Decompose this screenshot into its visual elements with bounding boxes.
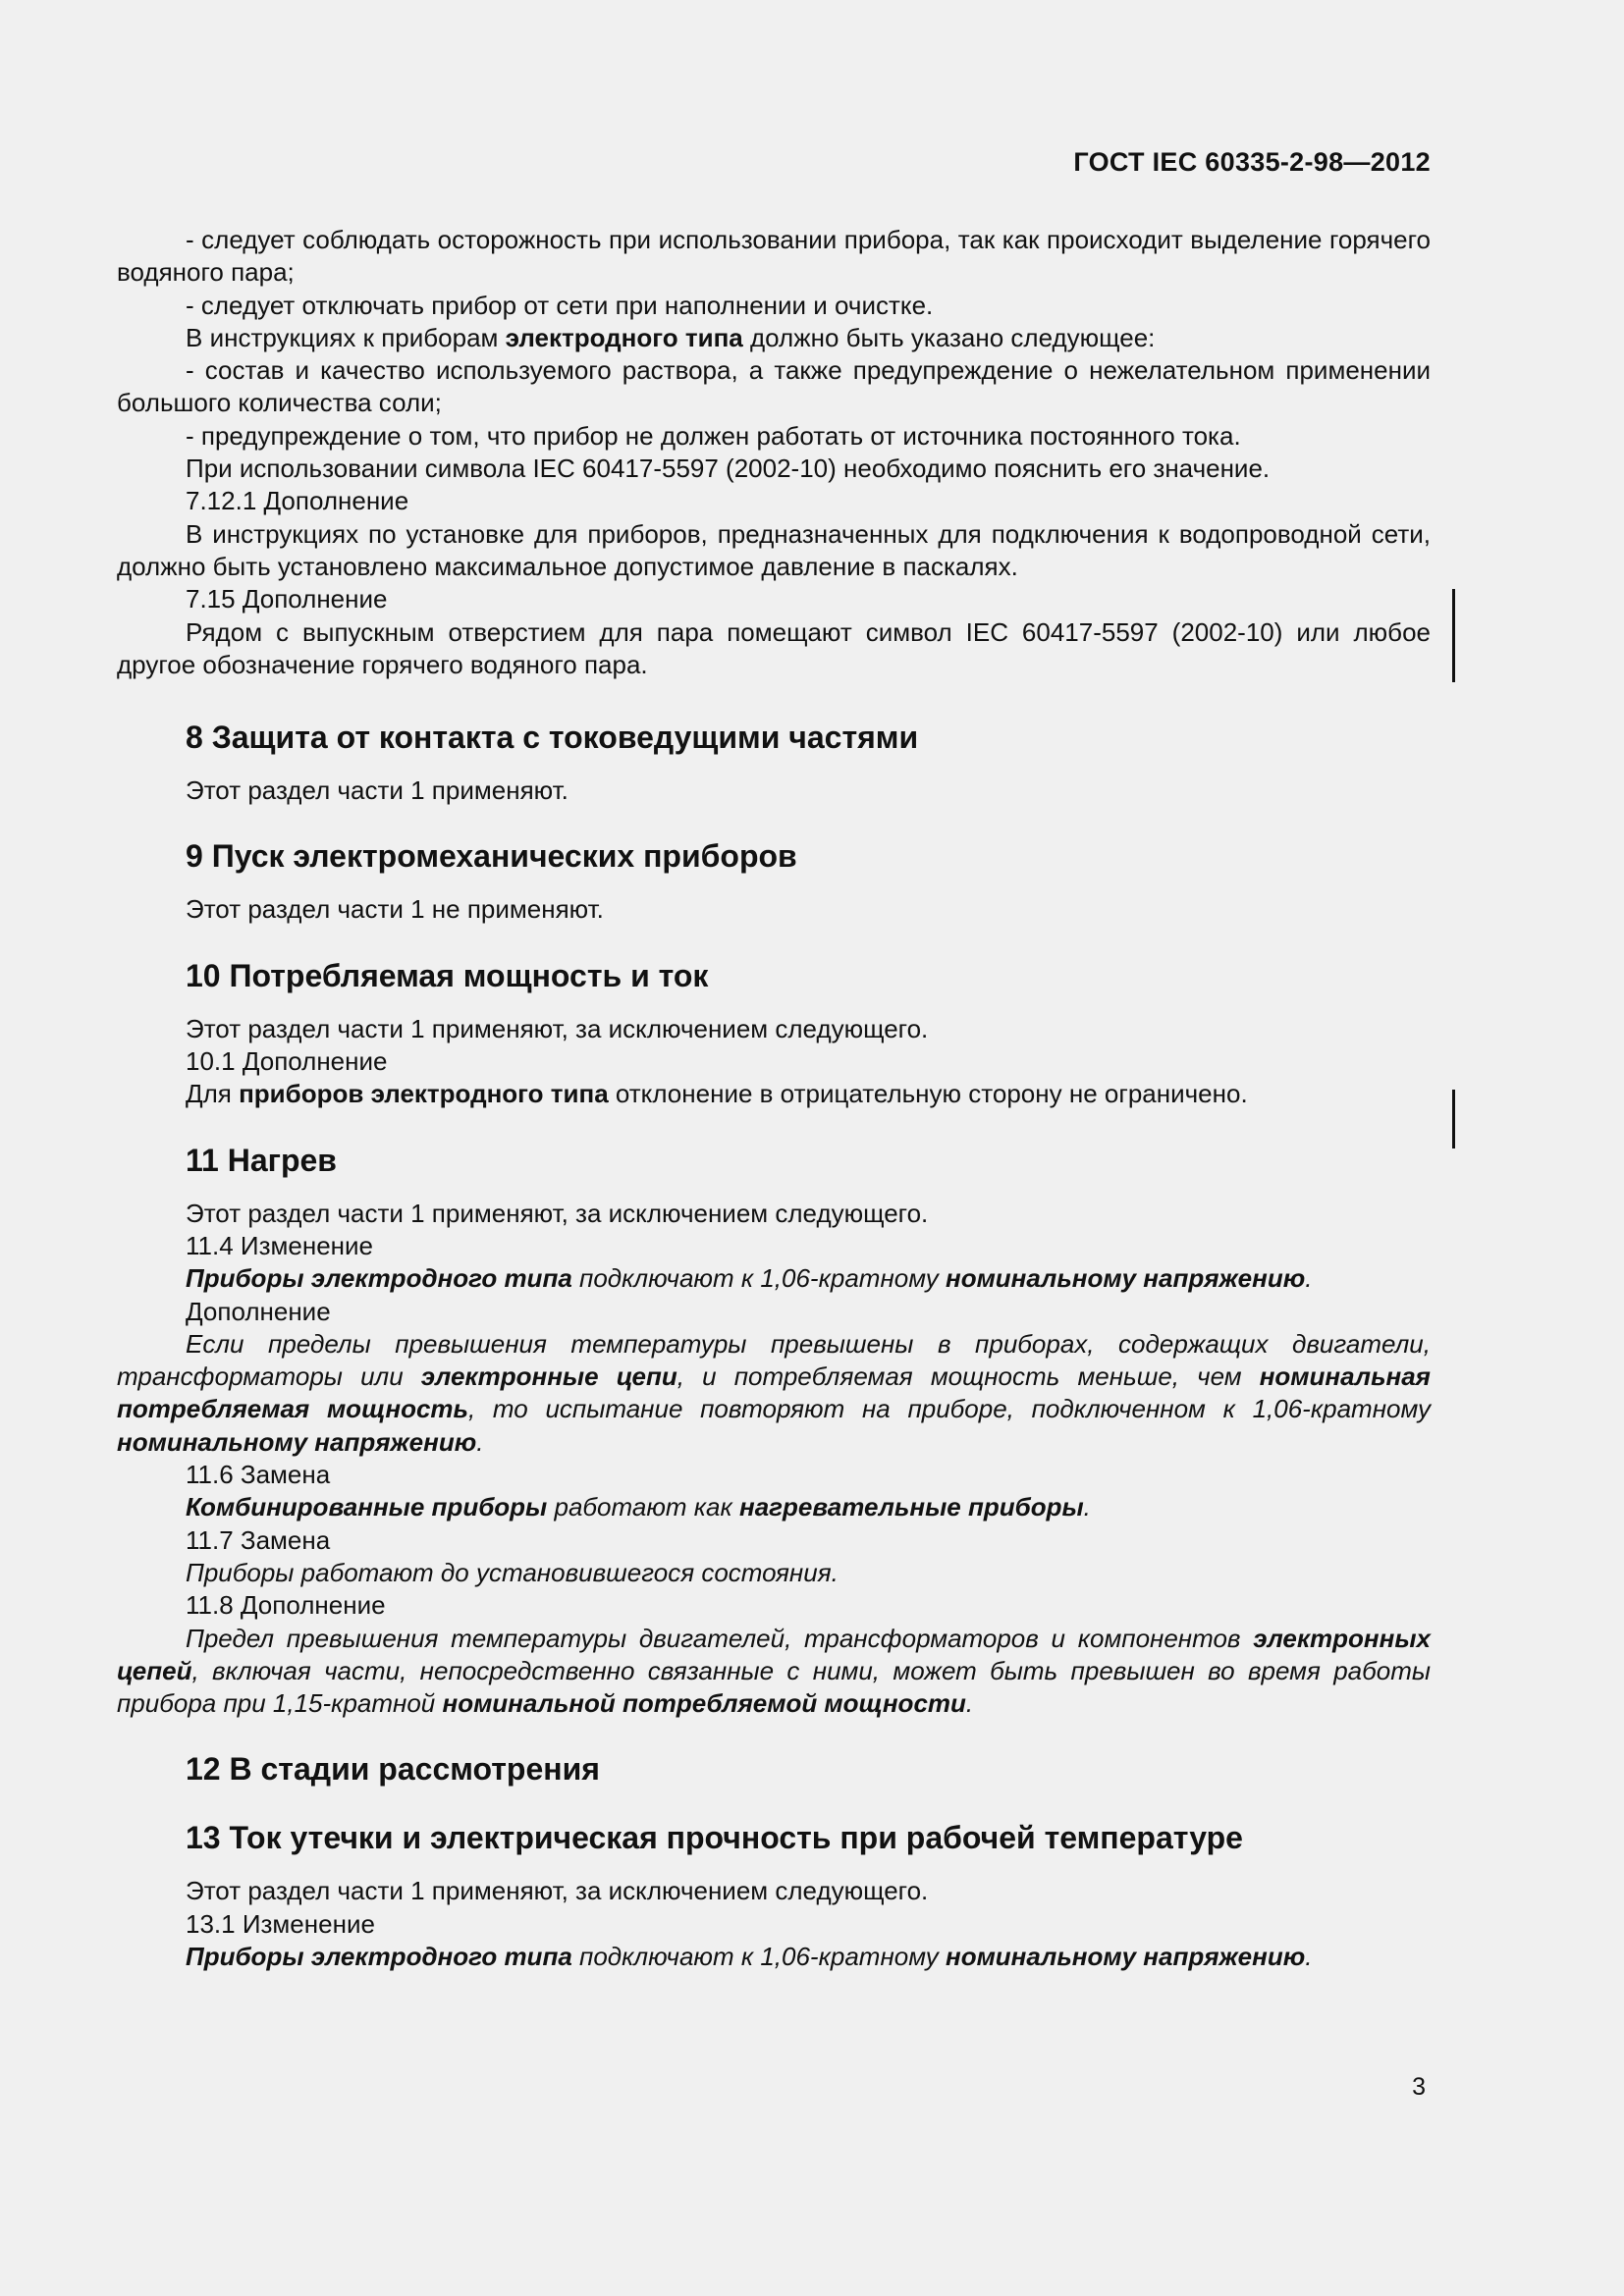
text-run: Если пределы превышения температуры превышены в приборах, содержащих двигатели, трансформаторы или bbox=[117, 1328, 1431, 1392]
bold-term: Приборы электродного типа bbox=[186, 1263, 572, 1294]
paragraph bbox=[117, 485, 1431, 517]
section-heading: 12 В стадии рассмотрения bbox=[186, 1751, 600, 1788]
text-run: - состав и качество используемого раствора, а также предупреждение о нежелательном применении большого количества соли; bbox=[117, 355, 1431, 418]
spacer bbox=[117, 995, 1431, 1013]
paragraph bbox=[117, 1262, 1431, 1295]
bold-term: Приборы электродного типа bbox=[186, 1941, 572, 1971]
text-run: Дополнение bbox=[186, 1296, 331, 1326]
text-run: В инструкциях к приборам bbox=[186, 322, 506, 352]
text-run: 7.12.1 Дополнение bbox=[186, 486, 409, 516]
change-bar bbox=[1452, 1090, 1455, 1148]
spacer bbox=[117, 1720, 1431, 1749]
paragraph bbox=[117, 1045, 1431, 1078]
paragraph bbox=[117, 518, 1431, 584]
text-run: 11.7 Замена bbox=[186, 1524, 331, 1555]
paragraph bbox=[117, 1491, 1431, 1523]
text-run: Этот раздел части 1 применяют. bbox=[186, 775, 568, 806]
paragraph bbox=[117, 354, 1431, 420]
bold-term: приборов электродного типа bbox=[239, 1079, 609, 1109]
paragraph bbox=[117, 1875, 1431, 1907]
bold-term: Комбинированные приборы bbox=[186, 1492, 548, 1522]
paragraph bbox=[117, 322, 1431, 354]
paragraph bbox=[117, 1623, 1431, 1721]
document-body bbox=[117, 224, 1431, 1973]
spacer bbox=[117, 681, 1431, 718]
text-run: Приборы работают до установившегося состояния. bbox=[186, 1557, 839, 1587]
text-run: , включая части, непосредственно связанные с ними, может быть превышен во время работы прибора при 1,15-кратной bbox=[117, 1655, 1431, 1719]
bold-term: электронные цепи bbox=[420, 1362, 677, 1392]
paragraph bbox=[117, 1589, 1431, 1622]
text-run: 13.1 Изменение bbox=[186, 1908, 375, 1939]
paragraph bbox=[117, 453, 1431, 485]
bold-term: номинальному напряжению bbox=[117, 1426, 477, 1457]
paragraph bbox=[117, 1230, 1431, 1262]
section-heading: 11 Нагрев bbox=[186, 1142, 337, 1178]
bold-term: нагревательные приборы bbox=[739, 1492, 1084, 1522]
spacer bbox=[117, 757, 1431, 774]
text-run: Рядом с выпускным отверстием для пара помещают символ IEC 60417-5597 (2002-10) или любое другое обозначение горячего водяного пара. bbox=[117, 616, 1431, 679]
paragraph bbox=[117, 224, 1431, 290]
paragraph bbox=[117, 420, 1431, 453]
text-run: . bbox=[476, 1426, 484, 1457]
spacer bbox=[117, 1789, 1431, 1818]
spacer bbox=[117, 927, 1431, 956]
paragraph bbox=[117, 1078, 1431, 1110]
bold-term: электродного типа bbox=[505, 322, 743, 352]
section-heading: 13 Ток утечки и электрическая прочность при рабочей температуре bbox=[186, 1820, 1243, 1856]
section-heading: 8 Защита от контакта с токоведущими частями bbox=[186, 720, 919, 756]
bold-term: номинальному напряжению bbox=[945, 1263, 1306, 1294]
text-run: работают как bbox=[547, 1492, 739, 1522]
spacer bbox=[117, 1180, 1431, 1198]
text-run: , то испытание повторяют на приборе, подключенном к 1,06-кратному bbox=[467, 1394, 1431, 1424]
text-run: . bbox=[1305, 1263, 1313, 1294]
text-run: - предупреждение о том, что прибор не должен работать от источника постоянного тока. bbox=[186, 420, 1241, 451]
page-number: 3 bbox=[1412, 2073, 1426, 2101]
text-run: . bbox=[1305, 1941, 1313, 1971]
text-run: подключают к 1,06-кратному bbox=[571, 1941, 946, 1971]
paragraph bbox=[117, 616, 1431, 682]
text-run: - следует соблюдать осторожность при использовании прибора, так как происходит выделение горячего водяного пара; bbox=[117, 225, 1431, 288]
paragraph bbox=[117, 1013, 1431, 1045]
paragraph bbox=[117, 1524, 1431, 1557]
paragraph bbox=[117, 1459, 1431, 1491]
spacer bbox=[117, 1857, 1431, 1875]
text-run: , и потребляемая мощность меньше, чем bbox=[677, 1362, 1260, 1392]
bold-term: номинальной потребляемой мощности bbox=[442, 1688, 966, 1719]
text-run: 7.15 Дополнение bbox=[186, 584, 388, 614]
text-run: 10.1 Дополнение bbox=[186, 1046, 388, 1077]
text-run: 11.6 Замена bbox=[186, 1460, 331, 1490]
spacer bbox=[117, 807, 1431, 836]
paragraph bbox=[117, 774, 1431, 807]
text-run: Предел превышения температуры двигателей, трансформаторов и компонентов bbox=[186, 1623, 1254, 1653]
section-heading: 10 Потребляемая мощность и ток bbox=[186, 957, 709, 993]
text-run: - следует отключать прибор от сети при наполнении и очистке. bbox=[186, 290, 934, 320]
paragraph bbox=[117, 1557, 1431, 1589]
paragraph bbox=[117, 1908, 1431, 1941]
bold-term: электронных цепей bbox=[117, 1623, 1431, 1685]
paragraph bbox=[117, 1941, 1431, 1973]
spacer bbox=[117, 876, 1431, 893]
text-run: . bbox=[1083, 1492, 1091, 1522]
paragraph bbox=[117, 893, 1431, 926]
bold-term: номинальная потребляемая мощность bbox=[117, 1362, 1431, 1424]
spacer bbox=[117, 1111, 1431, 1141]
paragraph bbox=[117, 1198, 1431, 1230]
section-heading: 9 Пуск электромеханических приборов bbox=[186, 838, 797, 875]
text-run: В инструкциях по установке для приборов, предназначенных для подключения к водопроводной сети, должно быть установлено максимальное допустимое давление в паскалях. bbox=[117, 518, 1431, 581]
text-run: подключают к 1,06-кратному bbox=[571, 1263, 946, 1294]
text-run: Этот раздел части 1 применяют, за исключением следующего. bbox=[186, 1198, 929, 1228]
document-code-header: ГОСТ IEC 60335-2-98—2012 bbox=[1073, 147, 1431, 177]
text-run: Этот раздел части 1 применяют, за исключением следующего. bbox=[186, 1876, 929, 1906]
text-run: 11.4 Изменение bbox=[186, 1230, 374, 1260]
paragraph bbox=[117, 1296, 1431, 1328]
text-run: Этот раздел части 1 не применяют. bbox=[186, 894, 604, 925]
text-run: Для bbox=[186, 1079, 240, 1109]
text-run: При использовании символа IEC 60417-5597 (2002-10) необходимо пояснить его значение. bbox=[186, 454, 1271, 484]
text-run: 11.8 Дополнение bbox=[186, 1590, 386, 1621]
paragraph bbox=[117, 1328, 1431, 1459]
paragraph bbox=[117, 290, 1431, 322]
paragraph bbox=[117, 583, 1431, 615]
text-run: отклонение в отрицательную сторону не ограничено. bbox=[608, 1079, 1248, 1109]
text-run: . bbox=[965, 1688, 974, 1719]
text-run: должно быть указано следующее: bbox=[742, 322, 1156, 352]
text-run: Этот раздел части 1 применяют, за исключением следующего. bbox=[186, 1013, 929, 1043]
change-bar bbox=[1452, 589, 1455, 682]
bold-term: номинальному напряжению bbox=[945, 1941, 1306, 1971]
